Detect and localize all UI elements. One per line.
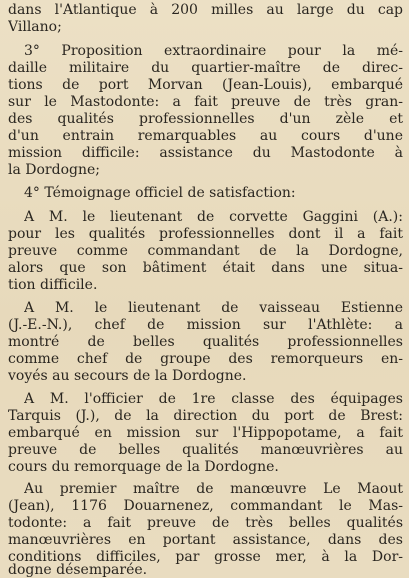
text-line: sur le Mastodonte: a fait preuve de très gran-	[8, 94, 403, 110]
text-line: dans l'Atlantique à 200 milles au large du cap	[8, 2, 403, 18]
text-line: Tarquis (J.), de la direction du port de Brest:	[8, 408, 403, 424]
text-line: Villano;	[8, 19, 62, 35]
text-line: todonte: a fait preuve de très belles qualités	[8, 515, 403, 531]
text-line: A M. le lieutenant de corvette Gaggini (A.):	[24, 209, 403, 225]
text-line: daille militaire du quartier-maître de direc-	[8, 60, 403, 76]
text-line: manœuvrières en portant assistance, dans des	[8, 532, 403, 548]
text-line: (Jean), 1176 Douarnenez, commandant le Mas-	[8, 498, 403, 514]
text-line: comme chef de groupe des remorqueurs en-	[8, 351, 403, 367]
text-line: voyés au secours de la Dordogne.	[8, 368, 247, 384]
text-line: (J.-E.-N.), chef de mission sur l'Athlète: a	[8, 317, 403, 333]
text-line: preuve de belles qualités manœuvrières au	[8, 442, 403, 458]
text-line: 3° Proposition extraordinaire pour la mé-	[24, 43, 403, 59]
text-line: des qualités professionnelles d'un zèle et	[8, 111, 403, 127]
text-line: embarqué en mission sur l'Hippopotame, a fait	[8, 425, 403, 441]
text-line: tion difficile.	[8, 277, 98, 293]
text-line: pour les qualités professionnelles dont il a fait	[8, 226, 403, 242]
section-heading: 4° Témoignage officiel de satisfaction:	[24, 185, 296, 201]
text-line: A M. le lieutenant de vaisseau Estienne	[24, 300, 403, 316]
text-line: alors que son bâtiment était dans une situa-	[8, 260, 403, 276]
text-line: conditions difficiles, par grosse mer, à la Dor-	[8, 549, 403, 565]
text-line: montré de belles qualités professionnelles	[8, 334, 403, 350]
text-line: dogne désemparée.	[8, 562, 148, 578]
text-line: mission difficile: assistance du Mastodonte à	[8, 145, 403, 161]
text-line: tions de port Morvan (Jean-Louis), embarqué	[8, 77, 403, 93]
text-line: preuve comme commandant de la Dordogne,	[8, 243, 403, 259]
text-line: cours du remorquage de la Dordogne.	[8, 459, 279, 475]
text-line: d'un entrain remarquables au cours d'une	[8, 128, 403, 144]
text-line: Au premier maître de manœuvre Le Maout	[24, 481, 403, 497]
text-line: A M. l'officier de 1re classe des équipages	[24, 391, 403, 407]
text-line: la Dordogne;	[8, 162, 100, 178]
